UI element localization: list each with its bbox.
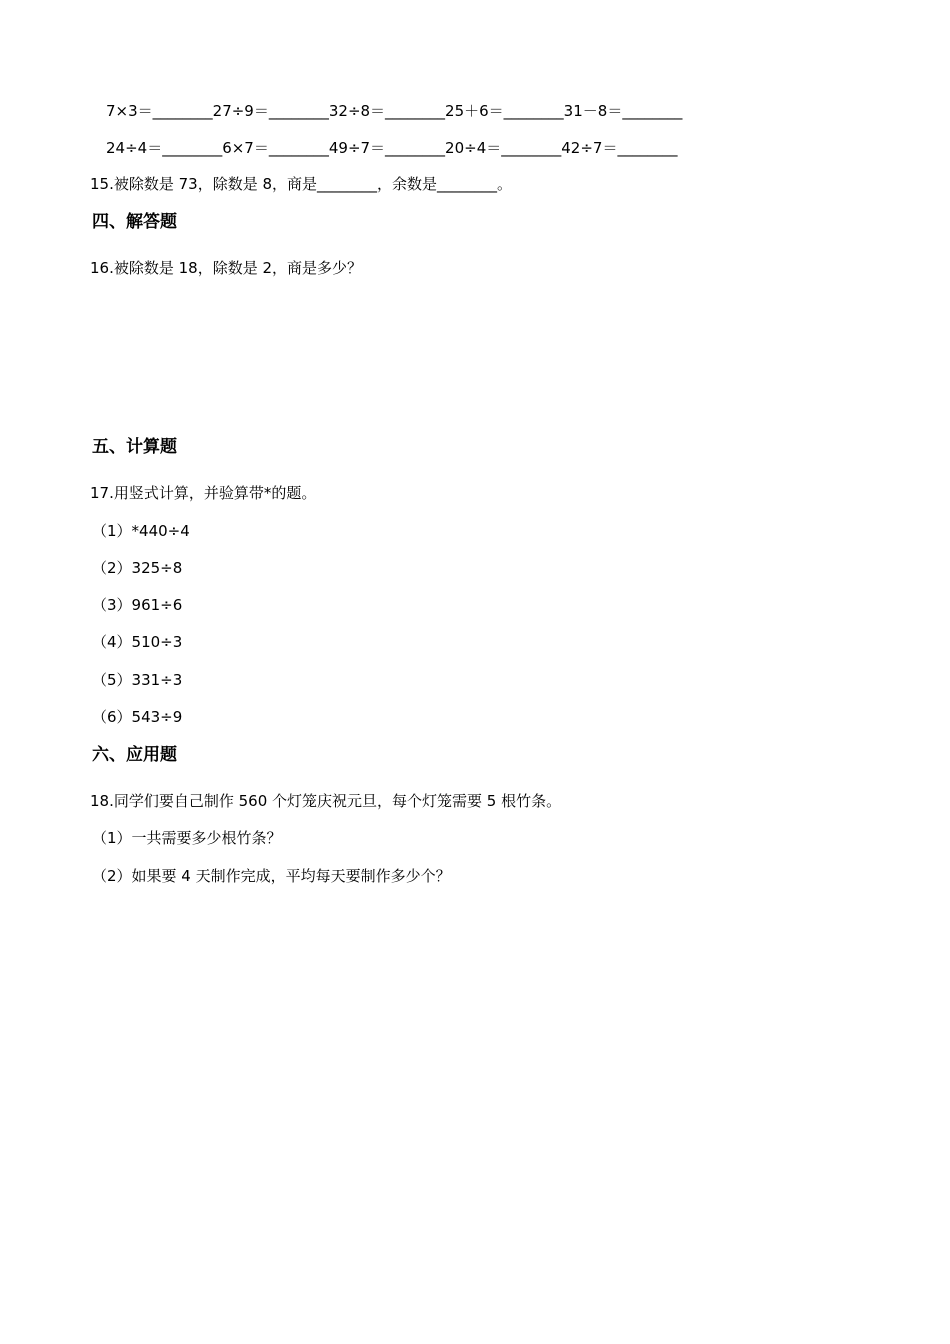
calc-item-5: （5）331÷3	[92, 671, 183, 689]
calc-item-1: （1）*440÷4	[92, 522, 190, 540]
oral-calc-row-2: 24÷4＝________6×7＝________49÷7＝________20÷4＝________42÷7＝________	[106, 139, 678, 157]
question-18: 18.同学们要自己制作 560 个灯笼庆祝元旦，每个灯笼需要 5 根竹条。	[90, 792, 562, 810]
question-18-part-2: （2）如果要 4 天制作完成，平均每天要制作多少个？	[92, 867, 451, 885]
calc-item-6: （6）543÷9	[92, 708, 183, 726]
question-15: 15.被除数是 73，除数是 8，商是________，余数是________。	[90, 175, 513, 193]
oral-calc-row-1: 7×3＝________27÷9＝________32÷8＝________25＋6＝________31－8＝________	[106, 102, 683, 120]
calc-item-2: （2）325÷8	[92, 559, 183, 577]
question-18-part-1: （1）一共需要多少根竹条？	[92, 829, 282, 847]
section-4-heading: 四、解答题	[92, 212, 177, 232]
section-5-heading: 五、计算题	[92, 437, 177, 457]
question-16: 16.被除数是 18，除数是 2，商是多少？	[90, 259, 363, 277]
section-6-heading: 六、应用题	[92, 745, 177, 765]
question-17: 17.用竖式计算，并验算带*的题。	[90, 484, 317, 502]
calc-item-4: （4）510÷3	[92, 633, 183, 651]
calc-item-3: （3）961÷6	[92, 596, 183, 614]
